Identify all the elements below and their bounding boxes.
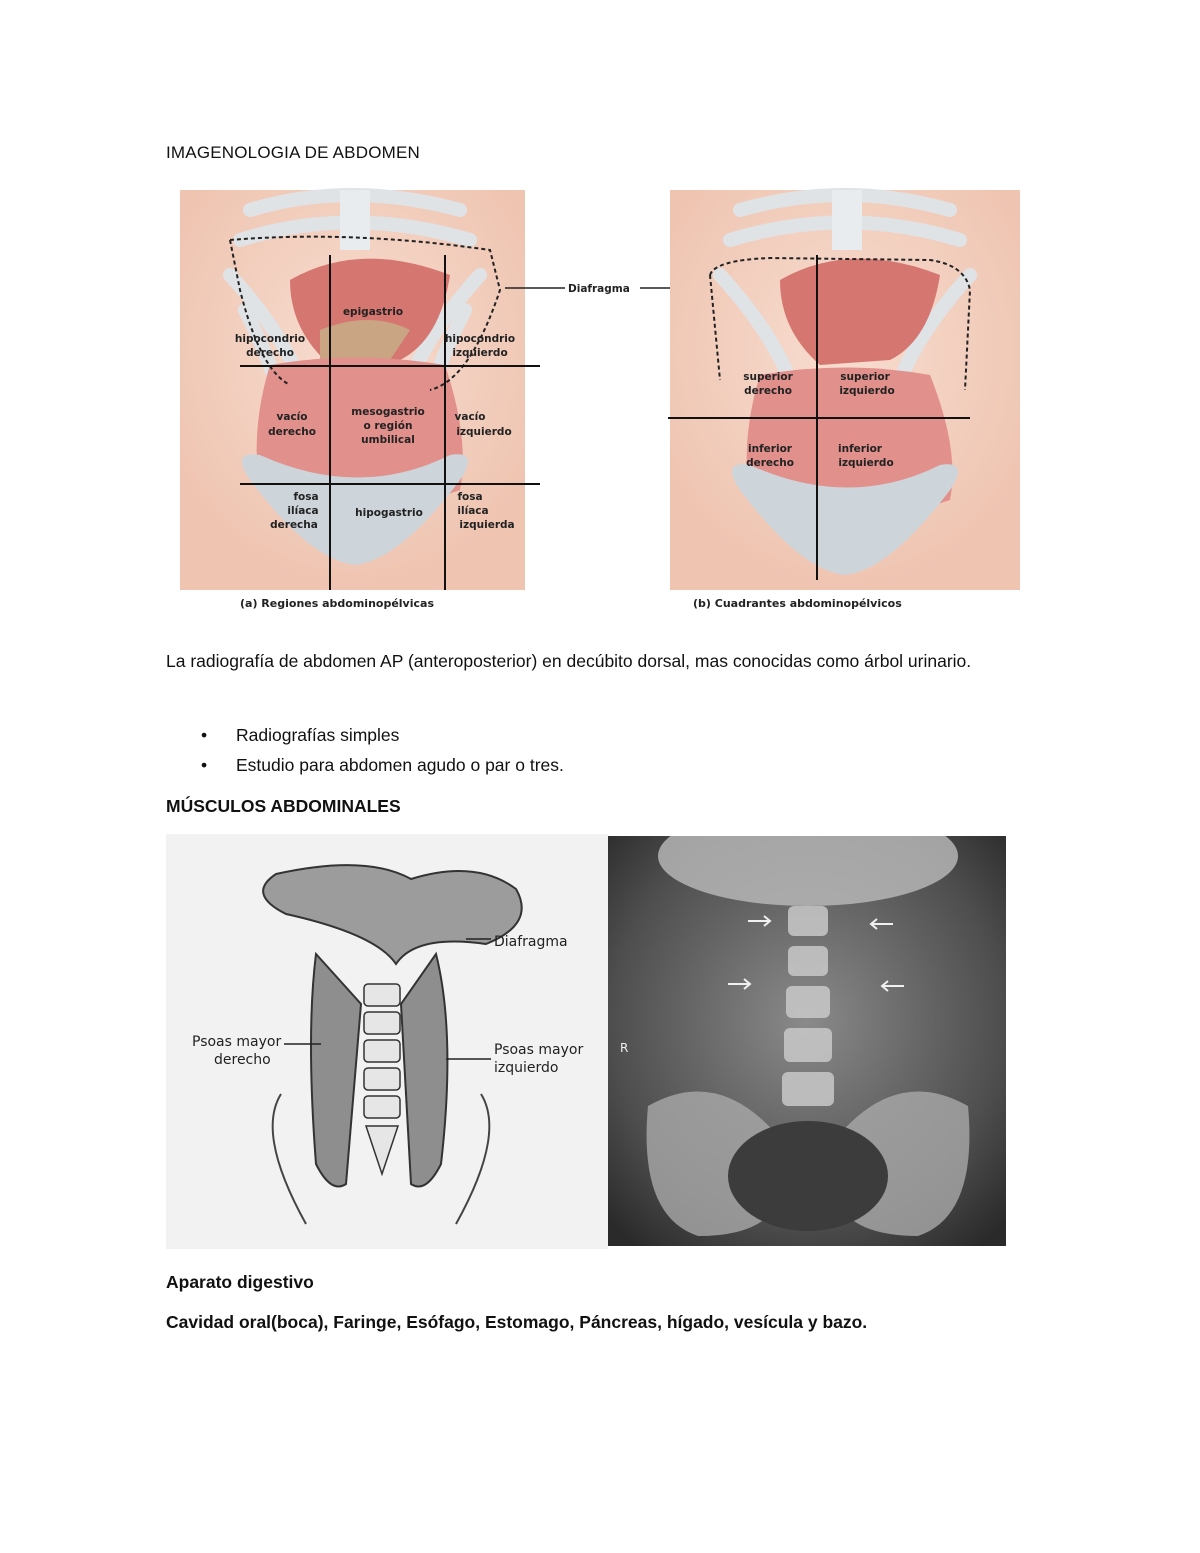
label-hipocondrio-der-1: hipocondrio — [234, 333, 306, 345]
label-epigastrio: epigastrio — [342, 306, 404, 318]
label-hipocondrio-der-2: derecho — [246, 347, 294, 359]
label-fosa-der-1: fosa — [293, 491, 319, 503]
xray-figure — [608, 836, 1006, 1246]
label-inf-der-2: derecho — [746, 457, 794, 469]
panel-b-caption: (b) Cuadrantes abdominopélvicos — [693, 597, 902, 610]
label-meso-2: o región — [363, 420, 413, 432]
label-psoas-left-2: izquierdo — [494, 1060, 559, 1076]
label-inf-izq-1: inferior — [838, 443, 882, 455]
label-vacio-izq-2: izquierdo — [456, 426, 512, 438]
label-hipocondrio-izq-2: izquierdo — [452, 347, 508, 359]
heading-digestive: Aparato digestivo — [166, 1272, 314, 1292]
label-vacio-der-2: derecho — [268, 426, 316, 438]
label-psoas-right-2: derecho — [214, 1052, 271, 1068]
document-title: IMAGENOLOGIA DE ABDOMEN — [166, 143, 420, 162]
label-vacio-der-1: vacío — [276, 411, 308, 423]
psoas-diagram-figure — [166, 834, 608, 1249]
label-fosa-izq-3: izquierda — [459, 519, 515, 531]
panel-a — [180, 190, 540, 610]
bullet-list — [166, 720, 564, 780]
label-diafragma: Diafragma — [568, 283, 630, 295]
label-sup-der-1: superior — [743, 371, 793, 383]
label-inf-izq-2: izquierdo — [838, 457, 894, 469]
label-sup-izq-1: superior — [840, 371, 890, 383]
bullet-text: Radiografías simples — [236, 725, 400, 745]
bullet-item — [166, 720, 564, 750]
label-sup-der-2: derecho — [744, 385, 792, 397]
bullet-text: Estudio para abdomen agudo o par o tres. — [236, 755, 564, 775]
label-meso-3: umbilical — [361, 434, 415, 446]
label-fosa-izq-2: ilíaca — [457, 505, 489, 517]
panel-a-caption: (a) Regiones abdominopélvicas — [240, 597, 434, 610]
label-fosa-der-3: derecha — [270, 519, 318, 531]
bullet-glyph: • — [201, 725, 208, 745]
panel-b — [668, 190, 1020, 610]
label-inf-der-1: inferior — [748, 443, 792, 455]
label-psoas-right-1: Psoas mayor — [192, 1034, 282, 1050]
label-diafragma-2: Diafragma — [494, 934, 568, 950]
bullet-item — [166, 750, 564, 780]
xray-marker: R — [620, 1041, 629, 1055]
label-fosa-izq-1: fosa — [457, 491, 483, 503]
abdominal-regions-figure — [170, 180, 1030, 620]
intro-paragraph: La radiografía de abdomen AP (anteroposterior) en decúbito dorsal, mas conocidas como árbol urinario. — [166, 651, 972, 671]
label-hipocondrio-izq-1: hipocondrio — [444, 333, 516, 345]
label-fosa-der-2: ilíaca — [287, 505, 319, 517]
label-hipogastrio: hipogastrio — [355, 507, 423, 519]
label-vacio-izq-1: vacío — [454, 411, 486, 423]
label-psoas-left-1: Psoas mayor — [494, 1042, 584, 1058]
bullet-glyph: • — [201, 755, 208, 775]
heading-muscles: MÚSCULOS ABDOMINALES — [166, 796, 401, 816]
label-meso-1: mesogastrio — [351, 406, 425, 418]
label-sup-izq-2: izquierdo — [839, 385, 895, 397]
organs-line: Cavidad oral(boca), Faringe, Esófago, Estomago, Páncreas, hígado, vesícula y bazo. — [166, 1312, 868, 1332]
